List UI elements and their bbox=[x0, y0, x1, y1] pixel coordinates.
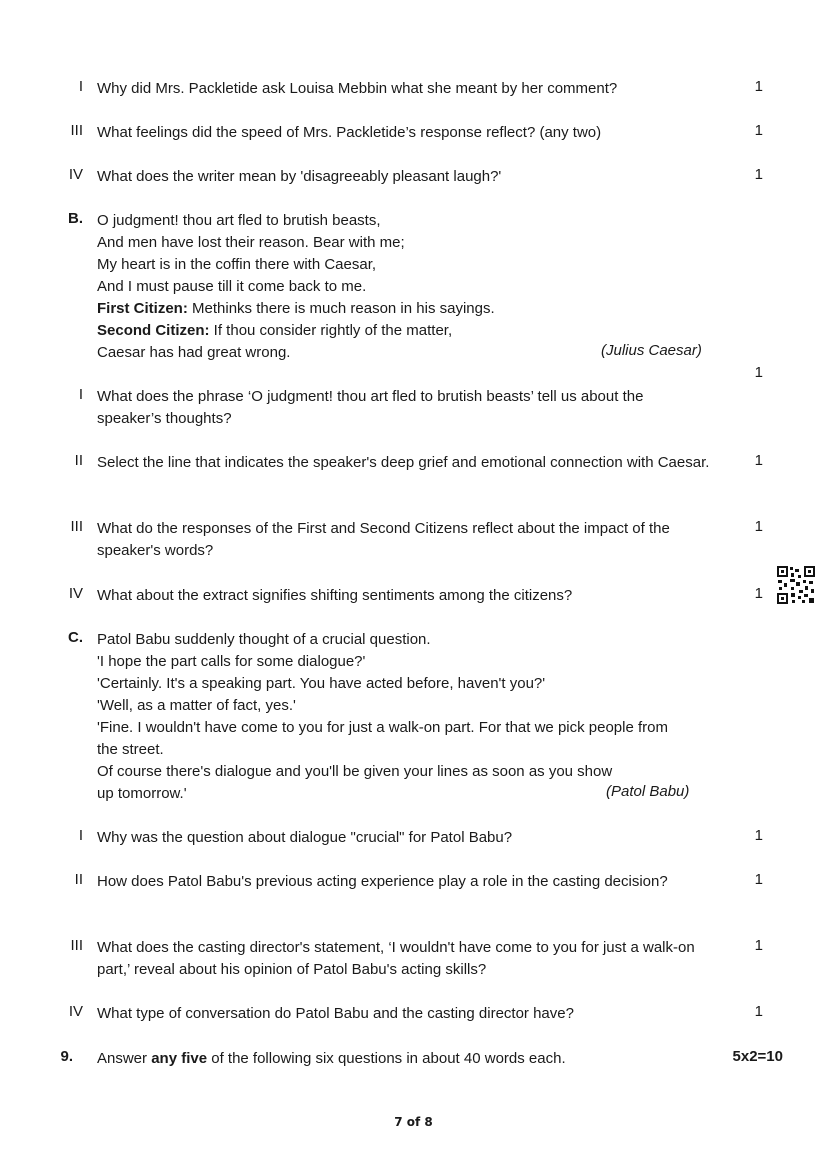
question-number: II bbox=[74, 452, 83, 469]
question-text: Why was the question about dialogue "crucial" for Patol Babu? bbox=[97, 829, 513, 846]
question-number: I bbox=[78, 386, 83, 403]
question-number: I bbox=[78, 78, 83, 95]
extract-line: O judgment! thou art fled to brutish beasts, bbox=[97, 212, 381, 229]
question-number: II bbox=[74, 871, 83, 888]
speaker-text: If thou consider rightly of the matter, bbox=[209, 322, 453, 339]
question-number: IV bbox=[68, 166, 83, 183]
question-text: What type of conversation do Patol Babu and the casting director have? bbox=[97, 1005, 574, 1022]
second-citizen-line bbox=[97, 320, 712, 342]
speaker-text: Methinks there is much reason in his sayings. bbox=[187, 300, 495, 317]
question-number: I bbox=[78, 827, 83, 844]
question-text bbox=[97, 1048, 737, 1070]
section-label: C. bbox=[68, 629, 83, 646]
question-number: 9. bbox=[60, 1048, 73, 1065]
question-marks: 1 bbox=[754, 827, 763, 844]
question-marks: 1 bbox=[754, 585, 763, 602]
question-text: What does the phrase ‘O judgment! thou art fled to brutish beasts’ tell us about the speaker’s thoughts? bbox=[97, 388, 644, 427]
extract-line: And I must pause till it come back to me. bbox=[97, 278, 367, 295]
extract-line: And men have lost their reason. Bear with me; bbox=[97, 234, 405, 251]
extract-source: (Patol Babu) bbox=[606, 783, 690, 800]
extract-line: 'Well, as a matter of fact, yes.' bbox=[97, 697, 296, 714]
extract-line: 'Fine. I wouldn't have come to you for just a walk-on part. For that we pick people from bbox=[97, 719, 668, 736]
question-marks: 1 bbox=[754, 1003, 763, 1020]
extract-source: (Julius Caesar) bbox=[601, 342, 702, 359]
question-text: Select the line that indicates the speaker's deep grief and emotional connection with Caesar. bbox=[97, 454, 710, 471]
q9-text-before: Answer bbox=[97, 1050, 152, 1067]
question-marks: 1 bbox=[754, 937, 763, 954]
page-number: 7 of 8 bbox=[394, 1115, 433, 1129]
extract-line: up tomorrow.' bbox=[97, 785, 187, 802]
extract-line: My heart is in the coffin there with Caesar, bbox=[97, 256, 377, 273]
first-citizen-line bbox=[97, 298, 712, 320]
question-number: III bbox=[70, 518, 83, 535]
question-text: What does the casting director's statement, ‘I wouldn't have come to you for just a walk-on part,’ reveal about his opinion of Patol Babu's acting skills? bbox=[97, 939, 695, 978]
question-marks: 1 bbox=[754, 78, 763, 95]
question-text: Why did Mrs. Packletide ask Louisa Mebbin what she meant by her comment? bbox=[97, 80, 618, 97]
q9-text-bold: any five bbox=[151, 1050, 208, 1067]
question-number: III bbox=[70, 122, 83, 139]
qr-code-icon bbox=[776, 565, 816, 605]
question-number: IV bbox=[68, 1003, 83, 1020]
question-text: What does the writer mean by 'disagreeably pleasant laugh?' bbox=[97, 168, 502, 185]
extract-line: Of course there's dialogue and you'll be given your lines as soon as you show bbox=[97, 763, 613, 780]
extract-line: Caesar has had great wrong. bbox=[97, 344, 291, 361]
extract-text bbox=[97, 629, 737, 805]
speaker-label: Second Citizen: bbox=[97, 322, 210, 339]
q9-text-after: of the following six questions in about 40 words each. bbox=[207, 1050, 566, 1067]
question-text: What about the extract signifies shifting sentiments among the citizens? bbox=[97, 587, 573, 604]
section-label: B. bbox=[68, 210, 83, 227]
question-number: III bbox=[70, 937, 83, 954]
question-marks: 1 bbox=[754, 166, 763, 183]
extract-line: 'I hope the part calls for some dialogue?' bbox=[97, 653, 366, 670]
extract-line: the street. bbox=[97, 741, 164, 758]
question-marks: 1 bbox=[754, 364, 763, 381]
question-text: What do the responses of the First and Second Citizens reflect about the impact of the speaker's words? bbox=[97, 520, 670, 559]
question-text: How does Patol Babu's previous acting experience play a role in the casting decision? bbox=[97, 873, 668, 890]
extract-line: Patol Babu suddenly thought of a crucial question. bbox=[97, 631, 431, 648]
question-marks: 1 bbox=[754, 452, 763, 469]
question-text: What feelings did the speed of Mrs. Packletide’s response reflect? (any two) bbox=[97, 124, 602, 141]
question-marks: 1 bbox=[754, 122, 763, 139]
question-marks: 5x2=10 bbox=[732, 1048, 783, 1065]
question-marks: 1 bbox=[754, 518, 763, 535]
question-marks: 1 bbox=[754, 871, 763, 888]
extract-text bbox=[97, 210, 712, 364]
question-number: IV bbox=[68, 585, 83, 602]
extract-line: 'Certainly. It's a speaking part. You have acted before, haven't you?' bbox=[97, 675, 546, 692]
speaker-label: First Citizen: bbox=[97, 300, 188, 317]
